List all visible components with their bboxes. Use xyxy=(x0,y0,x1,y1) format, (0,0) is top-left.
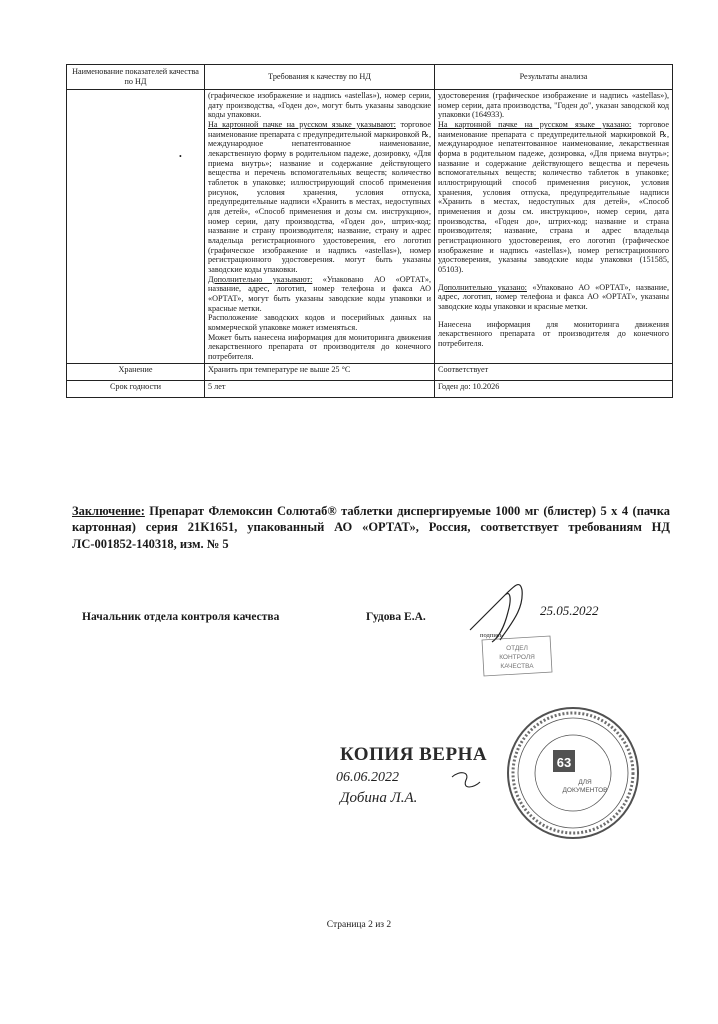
res-text: торговое наименование препарата с предупредительной маркировкой ℞, международное непатентованное наименование, лекарственная форма в родительном падеже, дозировка, «Для приема внутрь»; название и содержание действующего вещества и перечень вспомогательных веществ; количество таблеток в упаковке; иллюстрирующий способ применения рисунок, условия хранения, условия отпуска, предупредительные надписи «Хранить в местах, недоступных для детей», «Способ применения и дозы см. инструкцию», номер серии, дата производства, «Годен до», штрих-код; название и страна производителя; название, страна и адрес владельца регистрационного удостоверения, его логотип (графическое изображение и надпись «astellas»), номер регистрационного удостоверения, указаны заводские коды упаковки (151585, 05103). xyxy=(438,120,670,275)
shelf-requirement: 5 лет xyxy=(205,380,435,397)
req-paragraph: Расположение заводских кодов и посерийных данных на коммерческой упаковке может изменяться. xyxy=(208,313,431,333)
signature-date: 25.05.2022 xyxy=(540,603,599,618)
conclusion-label: Заключение: xyxy=(72,504,145,518)
res-underline: На картонной пачке на русском языке указано: xyxy=(438,120,632,130)
copy-signature-scribble xyxy=(452,773,480,787)
round-seal xyxy=(508,708,638,838)
storage-name: Хранение xyxy=(67,363,205,380)
req-text: торговое наименование препарата с предупредительной маркировкой ℞, международное непатентованное наименование, лекарственную форму в родительном падеже, дозировку, «Для приема внутрь»; название и содержание действующего вещества и перечень вспомогательных веществ; количество таблеток в упаковке; иллюстрирующий способ применения рисунок, условия хранения, условия отпуска, предупредительные надписи «Хранить в местах, недоступных для детей», «Способ применения и дозы см. инструкцию», номер серии, дату производства, «Годен до», штрих-код; название и страну производителя; название, страну и адрес владельца регистрационного удостоверения, его логотип (графическое изображение и надпись «astellas»), номер регистрационного удостоверения. могут быть указаны заводские коды упаковки. xyxy=(208,120,432,275)
res-paragraph: Нанесена информация для мониторинга движения лекарственного препарата от производителя до конечного потребителя. xyxy=(438,319,669,349)
res-text: «Упаковано АО «ОРТАТ», название, адрес, логотип, номер телефона и факса АО «ОРТАТ», указаны заводские коды упаковки и красные метки. xyxy=(438,282,669,312)
qc-stamp-line: КОНТРОЛЯ xyxy=(499,654,535,661)
storage-result: Соответствует xyxy=(435,363,673,380)
res-underline: Дополнительно указано: xyxy=(438,282,527,292)
storage-requirement: Хранить при температуре не выше 25 °С xyxy=(205,363,435,380)
signature-caption: подпись xyxy=(480,632,503,639)
header-requirements: Требования к качеству по НД xyxy=(205,65,435,90)
signer-name: Гудова Е.А. xyxy=(366,611,426,623)
copy-name: Добина Л.А. xyxy=(340,790,418,806)
page-number: Страница 2 из 2 xyxy=(326,920,392,930)
req-text: «Упаковано АО «ОРТАТ», название, адрес, логотип, номер телефона и факса АО «ОРТАТ», могут быть указаны заводские коды упаковки и красные метки. xyxy=(208,274,432,313)
copy-certified-mark: КОПИЯ ВЕРНА xyxy=(340,744,488,765)
qc-stamp-line: ОТДЕЛ xyxy=(506,645,528,652)
signer-position: Начальник отдела контроля качества xyxy=(82,611,280,623)
req-underline: На картонной пачке на русском языке указывают: xyxy=(208,120,396,130)
req-paragraph: Может быть нанесена информация для мониторинга движения лекарственного препарата от производителя до конечного потребителя. xyxy=(208,332,431,362)
copy-date: 06.06.2022 xyxy=(336,770,399,785)
shelf-result: Годен до: 10.2026 xyxy=(435,380,673,397)
seal-number: 63 xyxy=(556,755,572,770)
seal-center-line: ДЛЯ xyxy=(578,779,592,786)
seal-center-line: ДОКУМЕНТОВ xyxy=(562,787,608,794)
header-results: Результаты анализа xyxy=(435,65,673,90)
header-indicator: Наименование показателей качества по НД xyxy=(67,65,205,90)
bullet-mark: • xyxy=(179,152,182,161)
conclusion-body: Препарат Флемоксин Солютаб® таблетки диспергируемые 1000 мг (блистер) 5 х 4 (пачка картонная) серия 21К1651, упакованный АО «ОРТАТ», Россия, соответствует требованиям НД ЛС-001852-140318, изм. № 5 xyxy=(72,504,670,551)
qc-stamp-line: КАЧЕСТВА xyxy=(500,663,534,670)
shelf-name: Срок годности xyxy=(67,380,205,397)
req-underline: Дополнительно указывают: xyxy=(208,274,313,284)
req-paragraph: (графическое изображение и надпись «astellas»), номер серии, дату производства, «Годен до», могут быть указаны заводские коды упаковки. xyxy=(208,91,431,120)
signature-scribble xyxy=(470,585,522,642)
res-paragraph: удостоверения (графическое изображение и надпись «astellas»), номер серии, дата производства, "Годен до", указан заводской код упаковки (164933). xyxy=(438,91,669,120)
